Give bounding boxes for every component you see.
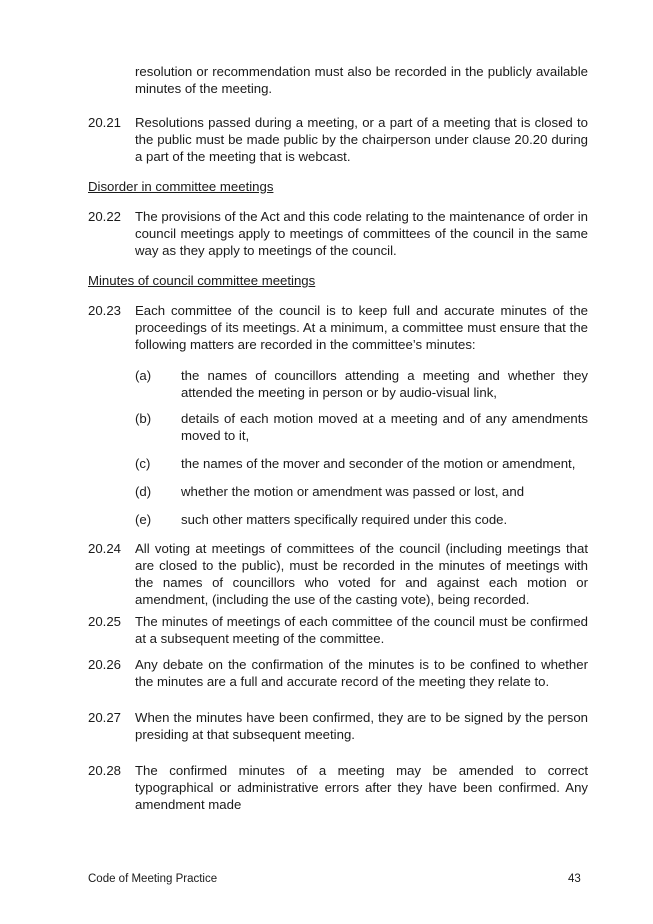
- sub-item-a: [135, 367, 588, 401]
- clause-text: Resolutions passed during a meeting, or a part of a meeting that is closed to the public must be made public by the chairperson under clause 20.20 during a part of the meeting that is webcast.: [135, 115, 588, 164]
- section-heading-minutes: Minutes of council committee meetings: [88, 273, 316, 288]
- clause-text: Each committee of the council is to keep full and accurate minutes of the proceedings of its meetings. At a minimum, a committee must ensure that the following matters are recorded in the committee’s minutes:: [135, 303, 588, 352]
- clause-number: 20.23: [88, 303, 122, 318]
- sub-item-e: [135, 511, 588, 528]
- clause-text: Any debate on the confirmation of the minutes is to be confined to whether the minutes are a full and accurate record of the meeting they relate to.: [135, 657, 588, 689]
- sub-item-b: [135, 410, 588, 444]
- clause-number: 20.21: [88, 115, 122, 130]
- clause-20-26: [88, 656, 588, 690]
- clause-number: 20.27: [88, 710, 122, 725]
- clause-number: 20.25: [88, 614, 122, 629]
- sub-item-text: whether the motion or amendment was passed or lost, and: [181, 484, 525, 499]
- clause-20-25: [88, 613, 588, 647]
- sub-item-label: (b): [135, 411, 152, 426]
- clause-number: 20.28: [88, 763, 122, 778]
- sub-item-text: the names of the mover and seconder of the motion or amendment,: [181, 456, 576, 471]
- clause-text: All voting at meetings of committees of the council (including meetings that are closed to the public), must be recorded in the minutes of meetings with the names of councillors who voted for and against each motion or amendment, (including the use of the casting vote), being recorded.: [135, 541, 588, 607]
- clause-text: The confirmed minutes of a meeting may be amended to correct typographical or administrative errors after they have been confirmed. Any amendment made: [135, 763, 588, 812]
- sub-item-text: the names of councillors attending a meeting and whether they attended the meeting in person or by audio-visual link,: [181, 368, 588, 400]
- sub-item-text: such other matters specifically required under this code.: [181, 512, 508, 527]
- continued-paragraph: resolution or recommendation must also be recorded in the publicly available minutes of the meeting.: [135, 64, 588, 96]
- clause-20-22: [88, 208, 588, 259]
- sub-item-d: [135, 483, 588, 500]
- sub-item-label: (d): [135, 484, 152, 499]
- clause-number: 20.24: [88, 541, 122, 556]
- clause-number: 20.26: [88, 657, 122, 672]
- sub-item-label: (a): [135, 368, 152, 383]
- clause-20-28: [88, 762, 588, 813]
- clause-text: The provisions of the Act and this code relating to the maintenance of order in council meetings apply to meetings of committees of the council in the same way as they apply to meetings of the council.: [135, 209, 588, 258]
- footer-title: Code of Meeting Practice: [88, 873, 218, 885]
- section-heading-disorder: Disorder in committee meetings: [88, 179, 274, 194]
- clause-text: The minutes of meetings of each committee of the council must be confirmed at a subsequent meeting of the committee.: [135, 614, 588, 646]
- sub-item-text: details of each motion moved at a meeting and of any amendments moved to it,: [181, 411, 588, 443]
- footer-page-number: 43: [568, 873, 581, 885]
- sub-item-label: (c): [135, 456, 151, 471]
- clause-20-23: [88, 302, 588, 353]
- clause-number: 20.22: [88, 209, 122, 224]
- clause-20-24: [88, 540, 588, 608]
- sub-item-label: (e): [135, 512, 152, 527]
- clause-20-27: [88, 709, 588, 743]
- clause-20-21: [88, 114, 588, 165]
- clause-text: When the minutes have been confirmed, they are to be signed by the person presiding at that subsequent meeting.: [135, 710, 588, 742]
- sub-item-c: [135, 455, 588, 472]
